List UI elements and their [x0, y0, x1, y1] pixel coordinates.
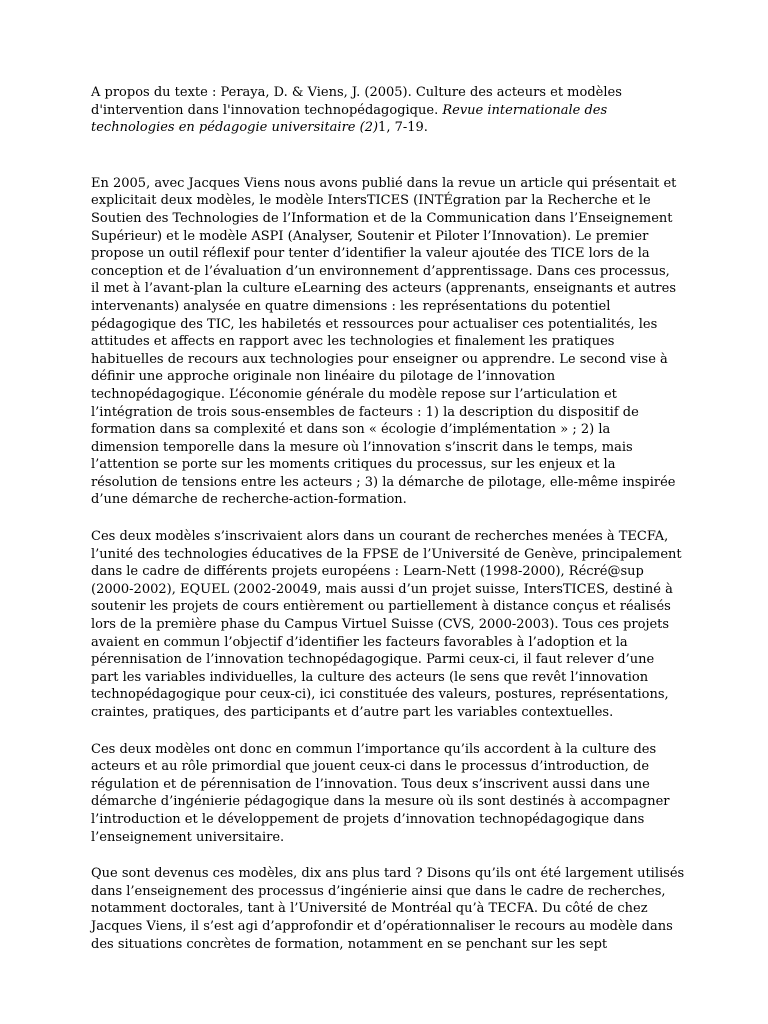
paragraph-line: l’attention se porte sur les moments critiques du processus, sur les enjeux et la — [91, 457, 616, 473]
paragraph — [91, 865, 691, 953]
paragraph-line: des situations concrètes de formation, notamment en se penchant sur les sept — [91, 936, 608, 952]
paragraph-line: il met à l’avant-plan la culture eLearning des acteurs (apprenants, enseignants et autres — [91, 281, 676, 297]
paragraph-line: l’intégration de trois sous-ensembles de facteurs : 1) la description du dispositif de — [91, 404, 639, 420]
paragraph-line: résolution de tensions entre les acteurs ; 3) la démarche de pilotage, elle-même inspirée — [91, 474, 676, 490]
paragraph-line: l’introduction et le développement de projets d’innovation technopédagogique dans — [91, 811, 645, 827]
paragraph-line: technopédagogique pour ceux-ci), ici constituée des valeurs, postures, représentations, — [91, 687, 669, 703]
paragraph-line: technopédagogique. L’économie générale du modèle repose sur l’articulation et — [91, 386, 617, 402]
paragraph-line: acteurs et au rôle primordial que jouent ceux-ci dans le processus d’introduction, de — [91, 759, 650, 775]
citation-line — [91, 84, 691, 102]
paragraph-line: notamment doctorales, tant à l’Université de Montréal qu’à TECFA. Du côté de chez — [91, 901, 648, 917]
paragraph-line: part les variables individuelles, la culture des acteurs (le sens que revêt l’innovation — [91, 669, 649, 685]
paragraph — [91, 528, 691, 722]
paragraph — [91, 175, 691, 509]
paragraph-line: Jacques Viens, il s’est agi d’approfondir et d’opérationnaliser le recours au modèle dans — [91, 918, 673, 934]
paragraph-line: pédagogique des TIC, les habiletés et ressources pour actualiser ces potentialités, les — [91, 316, 658, 332]
paragraph-line: attitudes et affects en rapport avec les technologies et finalement les pratiques — [91, 334, 615, 350]
paragraph-line: démarche d’ingénierie pédagogique dans la mesure où ils sont destinés à accompagner — [91, 794, 670, 810]
journal-title: Revue internationale des — [442, 102, 608, 118]
paragraph-line: Ces deux modèles s’inscrivaient alors dans un courant de recherches menées à TECFA, — [91, 529, 669, 545]
paragraph-line: dimension temporelle dans la mesure où l’innovation s’inscrit dans le temps, mais — [91, 439, 633, 455]
paragraph-line: Que sont devenus ces modèles, dix ans plus tard ? Disons qu’ils ont été largement utilisés — [91, 866, 685, 882]
paragraph — [91, 741, 691, 847]
paragraph-line: Soutien des Technologies de l’Information et de la Communication dans l’Enseignement — [91, 210, 673, 226]
paragraph-line: dans le cadre de différents projets européens : Learn-Nett (1998-2000), Récré@sup — [91, 564, 644, 580]
paragraph-line: conception et de l’évaluation d’un environnement d’apprentissage. Dans ces processus, — [91, 263, 670, 279]
paragraph-line: régulation et de pérennisation de l’innovation. Tous deux s’inscrivent aussi dans une — [91, 776, 650, 792]
paragraph-line: Ces deux modèles ont donc en commun l’importance qu’ils accordent à la culture des — [91, 741, 657, 757]
paragraph-line: explicitait deux modèles, le modèle IntersTICES (INTÉgration par la Recherche et le — [91, 193, 651, 209]
paragraph-line: soutenir les projets de cours entièrement ou partiellement à distance conçus et réalisés — [91, 599, 671, 615]
paragraph-line: l’enseignement universitaire. — [91, 829, 285, 845]
paragraph-line: habituelles de recours aux technologies pour enseigner ou apprendre. Le second vise à — [91, 351, 668, 367]
paragraph-line: l’unité des technologies éducatives de la FPSE de l’Université de Genève, principalement — [91, 546, 682, 562]
paragraph-line: (2000-2002), EQUEL (2002-20049, mais aussi d’un projet suisse, IntersTICES, destiné à — [91, 581, 673, 597]
citation-line-text: A propos du texte : Peraya, D. & Viens, J. (2005). Culture des acteurs et modèles — [91, 85, 622, 100]
paragraph-line: propose un outil réflexif pour tenter d’identifier la valeur ajoutée des TICE lors de la — [91, 246, 650, 262]
paragraph-line: Supérieur) et le modèle ASPI (Analyser, Soutenir et Piloter l’Innovation). Le premier — [91, 228, 649, 244]
paragraph-line: pérennisation de l’innovation technopédagogique. Parmi ceux-ci, il faut relever d’une — [91, 652, 655, 668]
paragraph-line: dans l’enseignement des processus d’ingénierie ainsi que dans le cadre de recherches, — [91, 883, 666, 899]
paragraph-line: lors de la première phase du Campus Virtuel Suisse (CVS, 2000-2003). Tous ces projets — [91, 617, 670, 633]
citation-line — [91, 102, 691, 120]
journal-title: technologies en pédagogie universitaire (2) — [91, 120, 379, 136]
paragraph-line: craintes, pratiques, des participants et d’autre part les variables contextuelles. — [91, 705, 614, 720]
citation-line-text: d'intervention dans l'innovation technopédagogique. — [91, 102, 443, 118]
citation-line-text: 1, 7-19. — [378, 120, 428, 136]
document-page — [91, 84, 691, 972]
paragraph-line: intervenants) analysée en quatre dimensions : les représentations du potentiel — [91, 298, 611, 314]
paragraph-line: formation dans sa complexité et dans son « écologie d’implémentation » ; 2) la — [91, 422, 611, 438]
paragraph-line: définir une approche originale non linéaire du pilotage de l’innovation — [91, 369, 556, 385]
citation-line — [91, 119, 691, 137]
paragraph-line: En 2005, avec Jacques Viens nous avons publié dans la revue un article qui présentait et — [91, 175, 677, 191]
paragraph-line: d’une démarche de recherche-action-formation. — [91, 492, 407, 508]
body-text — [91, 175, 691, 953]
paragraph-line: avaient en commun l’objectif d’identifier les facteurs favorables à l’adoption et la — [91, 634, 628, 650]
citation — [91, 84, 691, 137]
